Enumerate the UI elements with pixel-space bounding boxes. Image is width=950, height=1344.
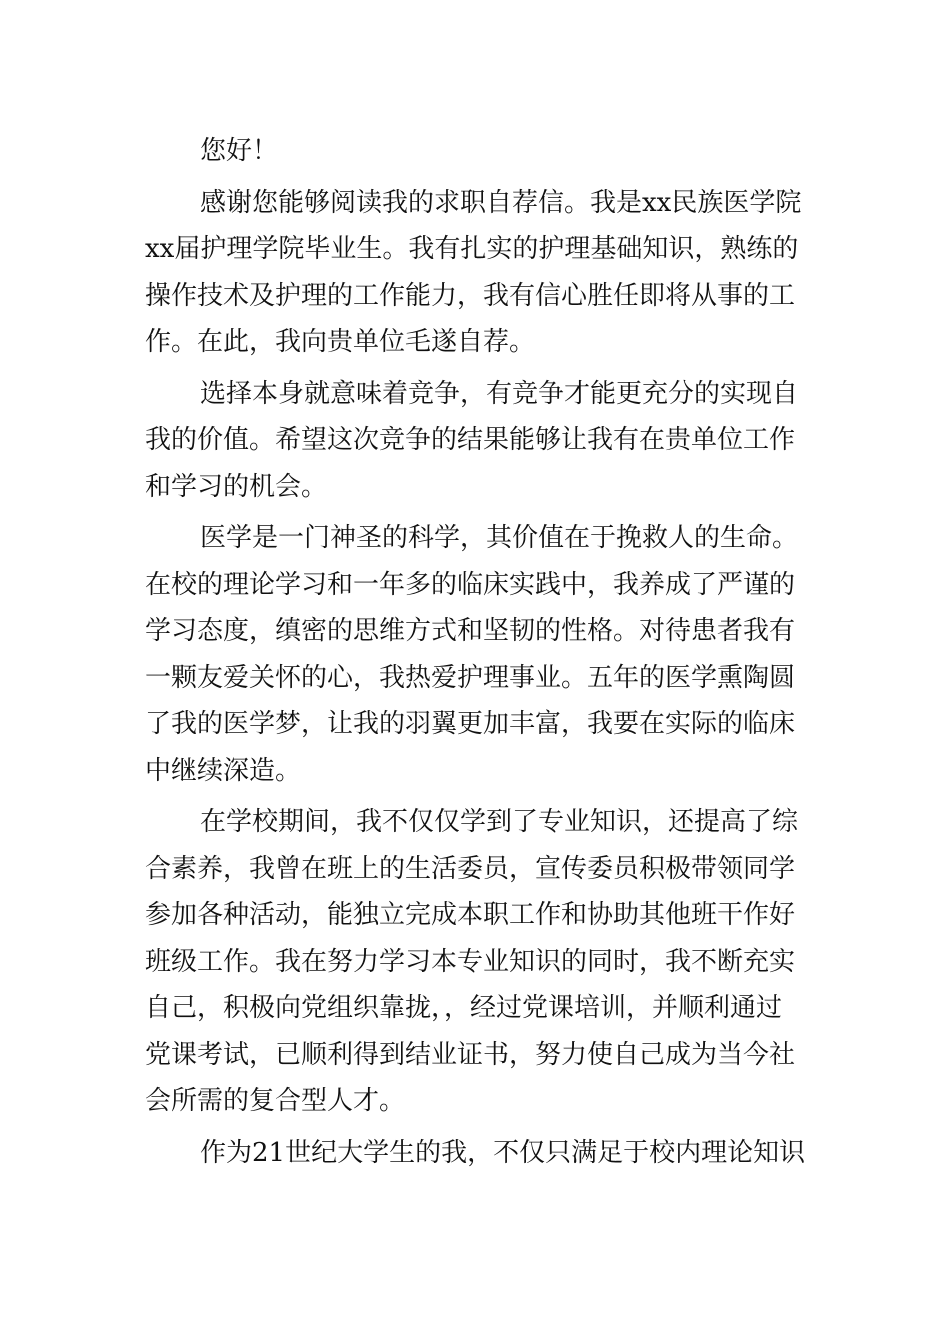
paragraph-intro [145, 180, 810, 366]
text-line: 操作技术及护理的工作能力，我有信心胜任即将从事的工 [145, 280, 796, 311]
paragraph-choice [145, 371, 810, 511]
text-line: 中继续深造。 [145, 755, 302, 786]
text-line: 和学习的机会。 [145, 471, 328, 502]
text-line: xx届护理学院毕业生。我有扎实的护理基础知识，熟练的 [145, 234, 799, 264]
text-line: 在校的理论学习和一年多的临床实践中，我养成了严谨的 [145, 569, 796, 600]
text-line: 感谢您能够阅读我的求职自荐信。我是xx民族医学院 [200, 187, 802, 218]
text-line: 了我的医学梦，让我的羽翼更加丰富，我要在实际的临床 [145, 709, 796, 739]
paragraph-medicine [145, 515, 810, 794]
greeting-paragraph [145, 128, 810, 175]
text-line: 合素养，我曾在班上的生活委员，宣传委员积极带领同学 [145, 853, 796, 884]
text-line: 党课考试，已顺利得到结业证书，努力使自己成为当今社 [145, 1039, 796, 1070]
text-line: 自己，积极向党组织靠拢，，经过党课培训，并顺利通过 [145, 993, 783, 1023]
text-line: 作。在此，我向贵单位毛遂自荐。 [145, 327, 536, 357]
paragraph-century [145, 1130, 810, 1177]
text-line: 我的价值。希望这次竞争的结果能够让我有在贵单位工作 [145, 425, 796, 455]
text-line: 作为21世纪大学生的我，不仅只满足于校内理论知识 [200, 1137, 806, 1168]
text-line: 在学校期间，我不仅仅学到了专业知识，还提高了综 [200, 807, 799, 837]
text-line: 班级工作。我在努力学习本专业知识的同时，我不断充实 [145, 946, 796, 977]
paragraph-school [145, 799, 810, 1125]
text-line: 一颗友爱关怀的心，我热爱护理事业。五年的医学熏陶圆 [145, 662, 796, 693]
text-line: 会所需的复合型人才。 [145, 1086, 406, 1116]
text-line: 学习态度，缜密的思维方式和坚韧的性格。对待患者我有 [145, 616, 796, 646]
greeting-line: 您好！ [200, 136, 279, 166]
text-line: 参加各种活动，能独立完成本职工作和协助其他班干作好 [145, 900, 796, 930]
text-line: 医学是一门神圣的科学，其价值在于挽救人的生命。 [200, 523, 799, 553]
letter-body [145, 128, 810, 1181]
text-line: 选择本身就意味着竞争，有竞争才能更充分的实现自 [200, 378, 799, 409]
